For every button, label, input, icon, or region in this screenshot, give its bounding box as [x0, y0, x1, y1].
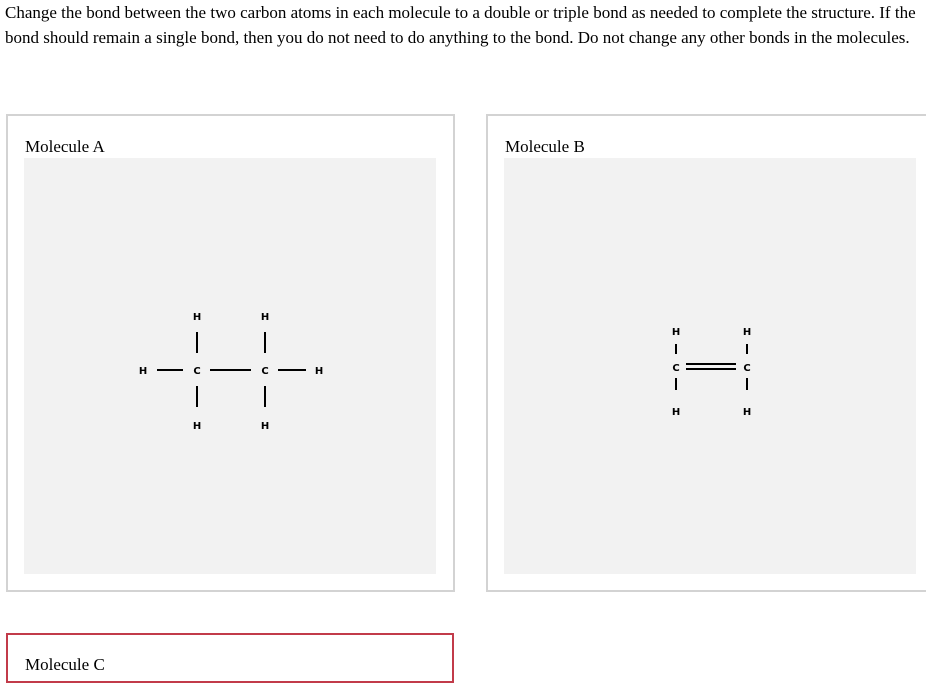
molecule-b-panel: [486, 114, 926, 592]
atom-c1[interactable]: C: [672, 363, 680, 374]
molecule-b-structure: [504, 158, 916, 574]
bond-carbon-carbon[interactable]: [686, 364, 736, 369]
atom-h-top-left[interactable]: H: [192, 312, 202, 323]
atom-h-bottom-left[interactable]: H: [671, 407, 681, 418]
atom-h-left[interactable]: H: [138, 366, 148, 377]
atom-h-top-left[interactable]: H: [671, 327, 681, 338]
molecule-a-title: Molecule A: [25, 137, 105, 156]
atom-h-bottom-left[interactable]: H: [192, 421, 202, 432]
molecule-b-canvas[interactable]: [504, 158, 916, 574]
atom-h-bottom-right[interactable]: H: [260, 421, 270, 432]
molecule-a-structure: [24, 158, 436, 574]
molecule-c-panel: [6, 633, 454, 683]
atom-h-top-right[interactable]: H: [260, 312, 270, 323]
instructions-text: Change the bond between the two carbon atoms in each molecule to a double or triple bond as needed to complete the structure. If the bond should remain a single bond, then you do not need to do anything to the bond. Do not change any other bonds in the molecules.: [5, 3, 916, 47]
atom-h-bottom-right[interactable]: H: [742, 407, 752, 418]
molecule-b-title: Molecule B: [505, 137, 585, 156]
molecule-c-title: Molecule C: [25, 655, 105, 674]
molecule-a-panel: [6, 114, 455, 592]
atom-h-top-right[interactable]: H: [742, 327, 752, 338]
atom-c2[interactable]: C: [261, 366, 269, 377]
atom-c2[interactable]: C: [743, 363, 751, 374]
molecule-a-canvas[interactable]: [24, 158, 436, 574]
atom-h-right[interactable]: H: [314, 366, 324, 377]
atom-c1[interactable]: C: [193, 366, 201, 377]
